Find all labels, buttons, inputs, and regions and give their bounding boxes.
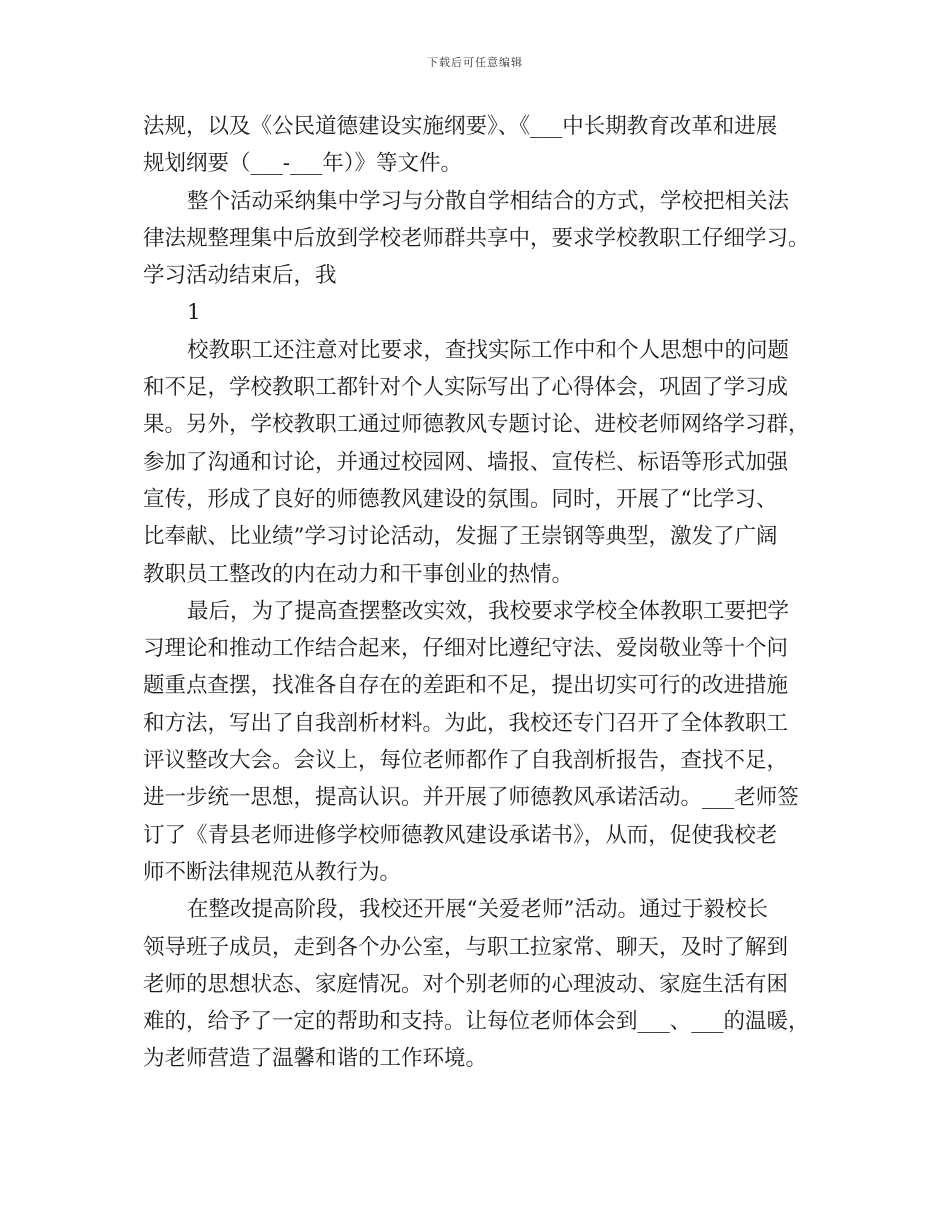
text-line: 评议整改大会。会议上，每位老师都作了自我剖析报告，查找不足， [143,748,789,774]
text-line: 整个活动采纳集中学习与分散自学相结合的方式，学校把相关法 [187,188,790,214]
text-line: 宣传，形成了良好的师德教风建设的氛围。同时，开展了“比学习、 [143,486,778,512]
text-line: 规划纲要（___-___年）》等文件。 [143,151,463,177]
text-line: 果。另外，学校教职工通过师德教风专题讨论、进校老师网络学习群， [143,412,810,438]
text-line: 进一步统一思想，提高认识。并开展了师德教风承诺活动。___老师签 [143,785,799,811]
text-line: 师不断法律规范从教行为。 [143,859,402,885]
text-line: 为老师营造了温馨和谐的工作环境。 [143,1046,488,1072]
text-line: 在整改提高阶段，我校还开展“关爱老师”活动。通过于毅校长 [187,897,768,923]
page-number: 1 [187,300,201,326]
text-line: 比奉献、比业绩”学习讨论活动，发掘了王崇钢等典型，激发了广阔 [143,524,778,550]
text-line: 教职员工整改的内在动力和干事创业的热情。 [143,561,574,587]
text-line: 律法规整理集中后放到学校老师群共享中，要求学校教职工仔细学习。 [143,225,810,251]
text-line: 老师的思想状态、家庭情况。对个别老师的心理波动、家庭生活有困 [143,971,789,997]
page-header-note: 下载后可任意编辑 [427,56,523,69]
text-line: 和不足，学校教职工都针对个人实际写出了心得体会，巩固了学习成 [143,375,789,401]
text-line: 难的，给予了一定的帮助和支持。让每位老师体会到___、___的温暖， [143,1009,810,1035]
document-body [143,108,823,1078]
text-line: 和方法，写出了自我剖析材料。为此，我校还专门召开了全体教职工 [143,710,789,736]
text-line: 习理论和推动工作结合起来，仔细对比遵纪守法、爱岗敬业等十个问 [143,636,789,662]
text-line: 校教职工还注意对比要求，查找实际工作中和个人思想中的问题 [187,337,790,363]
text-line: 最后，为了提高查摆整改实效，我校要求学校全体教职工要把学 [187,598,790,624]
text-line: 法规，以及《公民道德建设实施纲要》、《___中长期教育改革和进展 [143,114,778,139]
text-line: 领导班子成员，走到各个办公室，与职工拉家常、聊天，及时了解到 [143,934,789,960]
text-line: 学习活动结束后，我 [143,263,337,289]
text-line: 参加了沟通和讨论，并通过校园网、墙报、宣传栏、标语等形式加强 [143,449,789,475]
text-line: 订了《青县老师进修学校师德教风建设承诺书》，从而，促使我校老 [143,822,778,848]
text-line: 题重点查摆，找准各自存在的差距和不足，提出切实可行的改进措施 [143,673,789,699]
